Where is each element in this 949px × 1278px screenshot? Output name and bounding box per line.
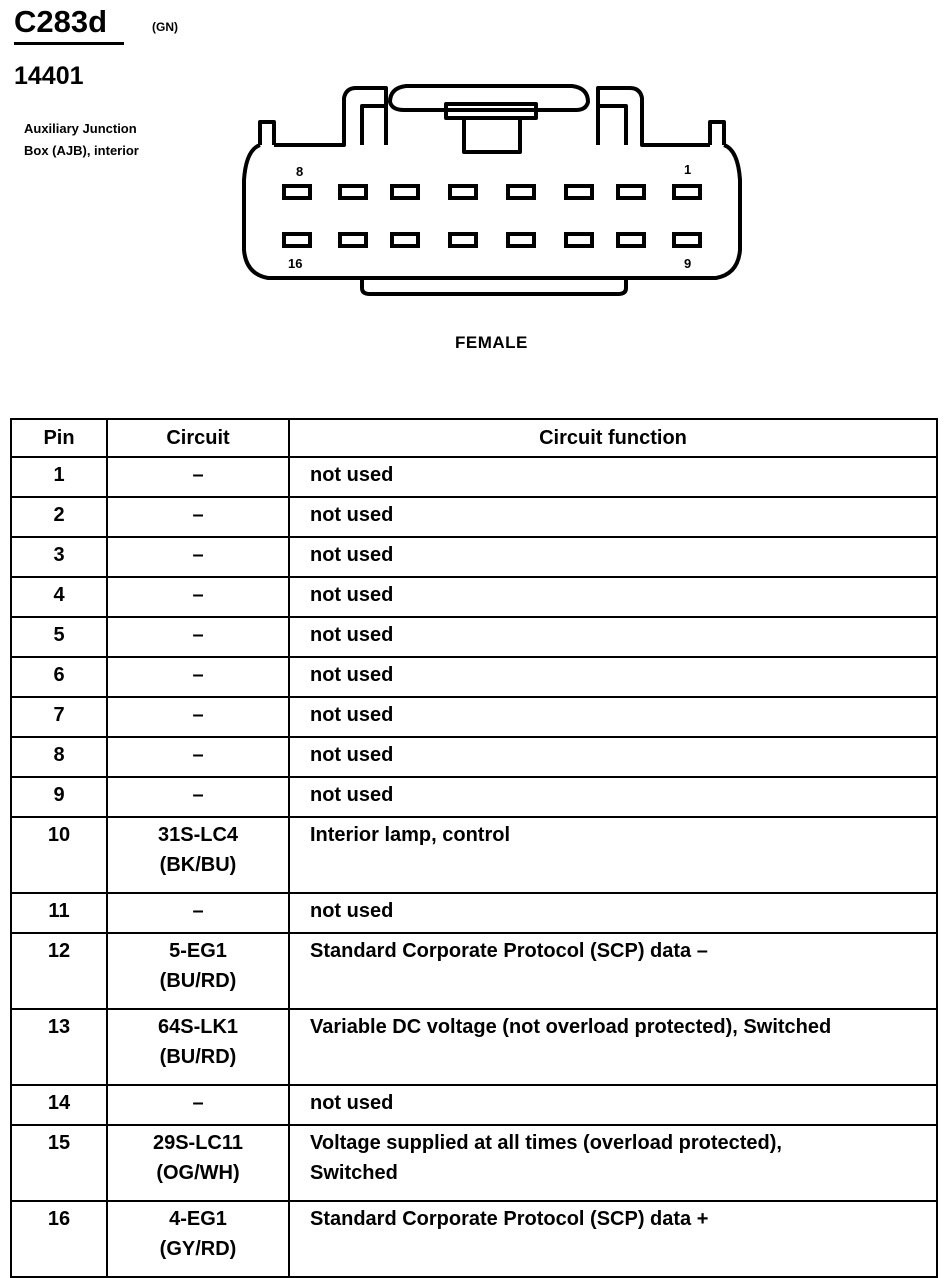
pin-cavity-8 bbox=[284, 186, 310, 198]
connector-face-diagram bbox=[238, 80, 748, 300]
pin-cell: 16 bbox=[11, 1201, 107, 1277]
pin-cavity-11 bbox=[566, 234, 592, 246]
pin-cell: 14 bbox=[11, 1085, 107, 1125]
pin-cavity-6 bbox=[392, 186, 418, 198]
table-row bbox=[11, 657, 937, 697]
function-cell: Standard Corporate Protocol (SCP) data – bbox=[289, 933, 937, 1009]
pin-cavity-7 bbox=[340, 186, 366, 198]
pin-cavity-10 bbox=[618, 234, 644, 246]
table-row bbox=[11, 457, 937, 497]
pin-cell: 9 bbox=[11, 777, 107, 817]
pin-cavity-2 bbox=[618, 186, 644, 198]
circuit-cell: – bbox=[107, 697, 289, 737]
header-pin: Pin bbox=[11, 419, 107, 457]
table-header-row bbox=[11, 419, 937, 457]
function-cell: not used bbox=[289, 577, 937, 617]
pin-cell: 3 bbox=[11, 537, 107, 577]
table-row bbox=[11, 697, 937, 737]
pin-cell: 2 bbox=[11, 497, 107, 537]
pin-cell: 13 bbox=[11, 1009, 107, 1085]
connector-id-underline bbox=[14, 42, 124, 45]
pin-cell: 6 bbox=[11, 657, 107, 697]
table-row bbox=[11, 577, 937, 617]
table-row bbox=[11, 737, 937, 777]
circuit-cell: – bbox=[107, 577, 289, 617]
pin-cavity-15 bbox=[340, 234, 366, 246]
function-cell: not used bbox=[289, 777, 937, 817]
pin-cell: 10 bbox=[11, 817, 107, 893]
table-row bbox=[11, 933, 937, 1009]
circuit-cell: 29S-LC11 (OG/WH) bbox=[107, 1125, 289, 1201]
pin-label-1: 1 bbox=[684, 162, 692, 177]
pin-cell: 11 bbox=[11, 893, 107, 933]
function-cell: Voltage supplied at all times (overload protected), Switched bbox=[289, 1125, 937, 1201]
circuit-cell: 31S-LC4 (BK/BU) bbox=[107, 817, 289, 893]
table-row bbox=[11, 617, 937, 657]
function-cell: not used bbox=[289, 657, 937, 697]
pin-cavity-14 bbox=[392, 234, 418, 246]
connector-id: C283d bbox=[14, 4, 108, 39]
pin-cell: 1 bbox=[11, 457, 107, 497]
pin-cell: 7 bbox=[11, 697, 107, 737]
pin-cavity-13 bbox=[450, 234, 476, 246]
table-row bbox=[11, 1009, 937, 1085]
table-row bbox=[11, 1125, 937, 1201]
function-cell: not used bbox=[289, 1085, 937, 1125]
header-circuit-function: Circuit function bbox=[289, 419, 937, 457]
table-row bbox=[11, 1201, 937, 1277]
circuit-cell: – bbox=[107, 537, 289, 577]
circuit-cell: – bbox=[107, 457, 289, 497]
function-cell: not used bbox=[289, 893, 937, 933]
circuit-cell: – bbox=[107, 657, 289, 697]
pin-cavity-3 bbox=[566, 186, 592, 198]
function-cell: Variable DC voltage (not overload protected), Switched bbox=[289, 1009, 937, 1085]
header-circuit: Circuit bbox=[107, 419, 289, 457]
function-cell: Standard Corporate Protocol (SCP) data + bbox=[289, 1201, 937, 1277]
table-row bbox=[11, 537, 937, 577]
table-row bbox=[11, 497, 937, 537]
function-cell: not used bbox=[289, 457, 937, 497]
function-cell: not used bbox=[289, 697, 937, 737]
table-row bbox=[11, 893, 937, 933]
location-line-1: Auxiliary Junction bbox=[24, 121, 137, 136]
connector-color-code: (GN) bbox=[152, 20, 178, 34]
pin-label-8: 8 bbox=[296, 164, 304, 179]
pin-cavity-4 bbox=[508, 186, 534, 198]
pin-cavity-9 bbox=[674, 234, 700, 246]
pin-cavity-1 bbox=[674, 186, 700, 198]
pin-cavity-12 bbox=[508, 234, 534, 246]
pin-cell: 4 bbox=[11, 577, 107, 617]
part-number: 14401 bbox=[14, 62, 84, 90]
pin-label-16: 16 bbox=[288, 256, 303, 271]
connector-location bbox=[24, 118, 139, 162]
function-cell: not used bbox=[289, 737, 937, 777]
pin-cell: 15 bbox=[11, 1125, 107, 1201]
circuit-cell: 64S-LK1 (BU/RD) bbox=[107, 1009, 289, 1085]
circuit-cell: – bbox=[107, 1085, 289, 1125]
pinout-table bbox=[10, 418, 938, 1278]
pin-cell: 5 bbox=[11, 617, 107, 657]
pin-cavity-16 bbox=[284, 234, 310, 246]
function-cell: not used bbox=[289, 497, 937, 537]
circuit-cell: 4-EG1 (GY/RD) bbox=[107, 1201, 289, 1277]
table-row bbox=[11, 817, 937, 893]
location-line-2: Box (AJB), interior bbox=[24, 143, 139, 158]
function-cell: Interior lamp, control bbox=[289, 817, 937, 893]
connector-gender-label: FEMALE bbox=[455, 333, 528, 352]
circuit-cell: – bbox=[107, 893, 289, 933]
pin-label-9: 9 bbox=[684, 256, 692, 271]
circuit-cell: – bbox=[107, 497, 289, 537]
circuit-cell: – bbox=[107, 777, 289, 817]
function-cell: not used bbox=[289, 617, 937, 657]
table-row bbox=[11, 1085, 937, 1125]
table-row bbox=[11, 777, 937, 817]
pin-cavity-5 bbox=[450, 186, 476, 198]
function-cell: not used bbox=[289, 537, 937, 577]
circuit-cell: 5-EG1 (BU/RD) bbox=[107, 933, 289, 1009]
pin-cell: 8 bbox=[11, 737, 107, 777]
pin-cell: 12 bbox=[11, 933, 107, 1009]
circuit-cell: – bbox=[107, 737, 289, 777]
circuit-cell: – bbox=[107, 617, 289, 657]
